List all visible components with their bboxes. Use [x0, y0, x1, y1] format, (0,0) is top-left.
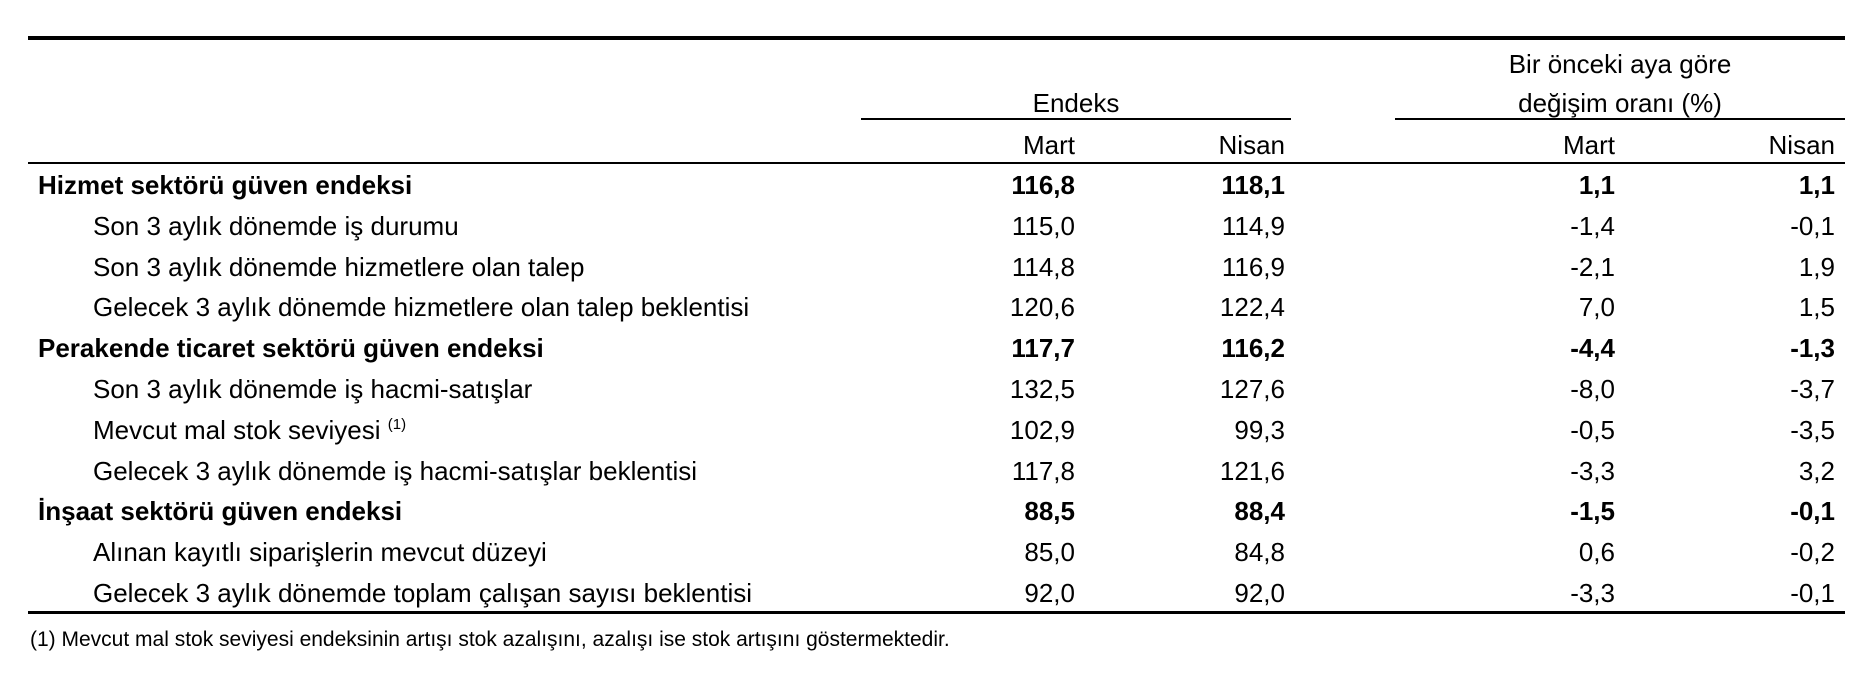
table-cell: 114,9	[1221, 211, 1285, 241]
table-cell: 117,8	[1011, 456, 1075, 486]
table-cell: 116,2	[1221, 333, 1285, 363]
table-cell: 122,4	[1219, 292, 1285, 322]
table-cell: 132,5	[1009, 374, 1075, 404]
row-label-text: Hizmet sektörü güven endeksi	[38, 170, 413, 200]
table-cell: 1,1	[1798, 170, 1835, 200]
group-underline-change	[1395, 118, 1845, 120]
row-label-text: Son 3 aylık dönemde iş hacmi-satışlar	[93, 374, 533, 404]
row-label-text: Gelecek 3 aylık dönemde iş hacmi-satışlar beklentisi	[93, 456, 698, 486]
table-cell: -3,7	[1790, 374, 1835, 404]
column-header-change-nisan: Nisan	[1768, 130, 1835, 160]
table-cell: 120,6	[1009, 292, 1075, 322]
row-label	[93, 292, 749, 322]
table-header-rule	[28, 162, 1845, 164]
row-label-text: Alınan kayıtlı siparişlerin mevcut düzeyi	[93, 537, 547, 567]
table-cell: -2,1	[1570, 252, 1615, 282]
table-cell: -1,5	[1570, 496, 1615, 526]
row-label-text: Son 3 aylık dönemde iş durumu	[93, 211, 459, 241]
footnote: (1) Mevcut mal stok seviyesi endeksinin artışı stok azalışını, azalışı ise stok artışını göstermektedir.	[30, 628, 950, 651]
table-cell: 121,6	[1219, 456, 1285, 486]
table-cell: 88,5	[1024, 496, 1075, 526]
table-cell: 127,6	[1219, 374, 1285, 404]
table-cell: -8,0	[1570, 374, 1615, 404]
column-header-endeks-nisan: Nisan	[1218, 130, 1285, 160]
row-label-text: Mevcut mal stok seviyesi	[93, 415, 381, 445]
group-header-endeks: Endeks	[1032, 88, 1120, 118]
table-cell: -4,4	[1570, 333, 1615, 363]
table-cell: -1,4	[1570, 211, 1615, 241]
table-cell: 116,9	[1221, 252, 1285, 282]
row-label	[93, 374, 532, 404]
table-cell: 118,1	[1221, 170, 1285, 200]
group-header-change-line1: Bir önceki aya göre	[1508, 49, 1732, 79]
table-cell: 1,1	[1578, 170, 1615, 200]
row-label	[93, 578, 752, 608]
row-label	[93, 537, 547, 567]
table-cell: 3,2	[1798, 456, 1835, 486]
table-cell: 115,0	[1011, 211, 1075, 241]
table-cell: -0,5	[1570, 415, 1615, 445]
column-header-endeks-mart: Mart	[1023, 130, 1075, 160]
row-label-section	[38, 333, 544, 363]
group-header-change-line2: değişim oranı (%)	[1518, 88, 1722, 118]
row-label-text: Perakende ticaret sektörü güven endeksi	[38, 333, 544, 363]
table-cell: 99,3	[1234, 415, 1285, 445]
table-cell: 1,9	[1798, 252, 1835, 282]
table-cell: -0,2	[1790, 537, 1835, 567]
table-cell: 7,0	[1578, 292, 1615, 322]
table-bottom-rule	[28, 611, 1845, 614]
row-label	[93, 211, 459, 241]
row-label-text: Gelecek 3 aylık dönemde toplam çalışan sayısı beklentisi	[93, 578, 753, 608]
table-cell: -3,3	[1570, 456, 1615, 486]
row-label-text: Gelecek 3 aylık dönemde hizmetlere olan talep beklentisi	[93, 292, 750, 322]
group-underline-endeks	[861, 118, 1291, 120]
table-cell: 1,5	[1798, 292, 1835, 322]
table-cell: -0,1	[1790, 578, 1835, 608]
row-label-text: Son 3 aylık dönemde hizmetlere olan talep	[93, 252, 585, 282]
row-label-section	[38, 496, 402, 526]
row-label	[93, 415, 406, 445]
table-cell: -3,3	[1570, 578, 1615, 608]
footnote-marker: (1)	[387, 416, 407, 433]
row-label	[93, 252, 584, 282]
table-cell: -0,1	[1790, 496, 1835, 526]
table-cell: 114,8	[1011, 252, 1075, 282]
table-cell: 84,8	[1234, 537, 1285, 567]
table-cell: 116,8	[1011, 170, 1075, 200]
column-header-change-mart: Mart	[1563, 130, 1615, 160]
table-cell: 88,4	[1234, 496, 1285, 526]
table-cell: 0,6	[1578, 537, 1615, 567]
table-cell: 85,0	[1024, 537, 1075, 567]
row-label	[93, 456, 697, 486]
table-cell: 117,7	[1011, 333, 1075, 363]
table-cell: -0,1	[1790, 211, 1835, 241]
table-cell: -3,5	[1790, 415, 1835, 445]
table-top-rule	[28, 36, 1845, 40]
table-cell: 102,9	[1009, 415, 1075, 445]
row-label-text: İnşaat sektörü güven endeksi	[38, 496, 403, 526]
table-cell: 92,0	[1234, 578, 1285, 608]
table-cell: 92,0	[1024, 578, 1075, 608]
table-cell: -1,3	[1790, 333, 1835, 363]
row-label-section	[38, 170, 412, 200]
